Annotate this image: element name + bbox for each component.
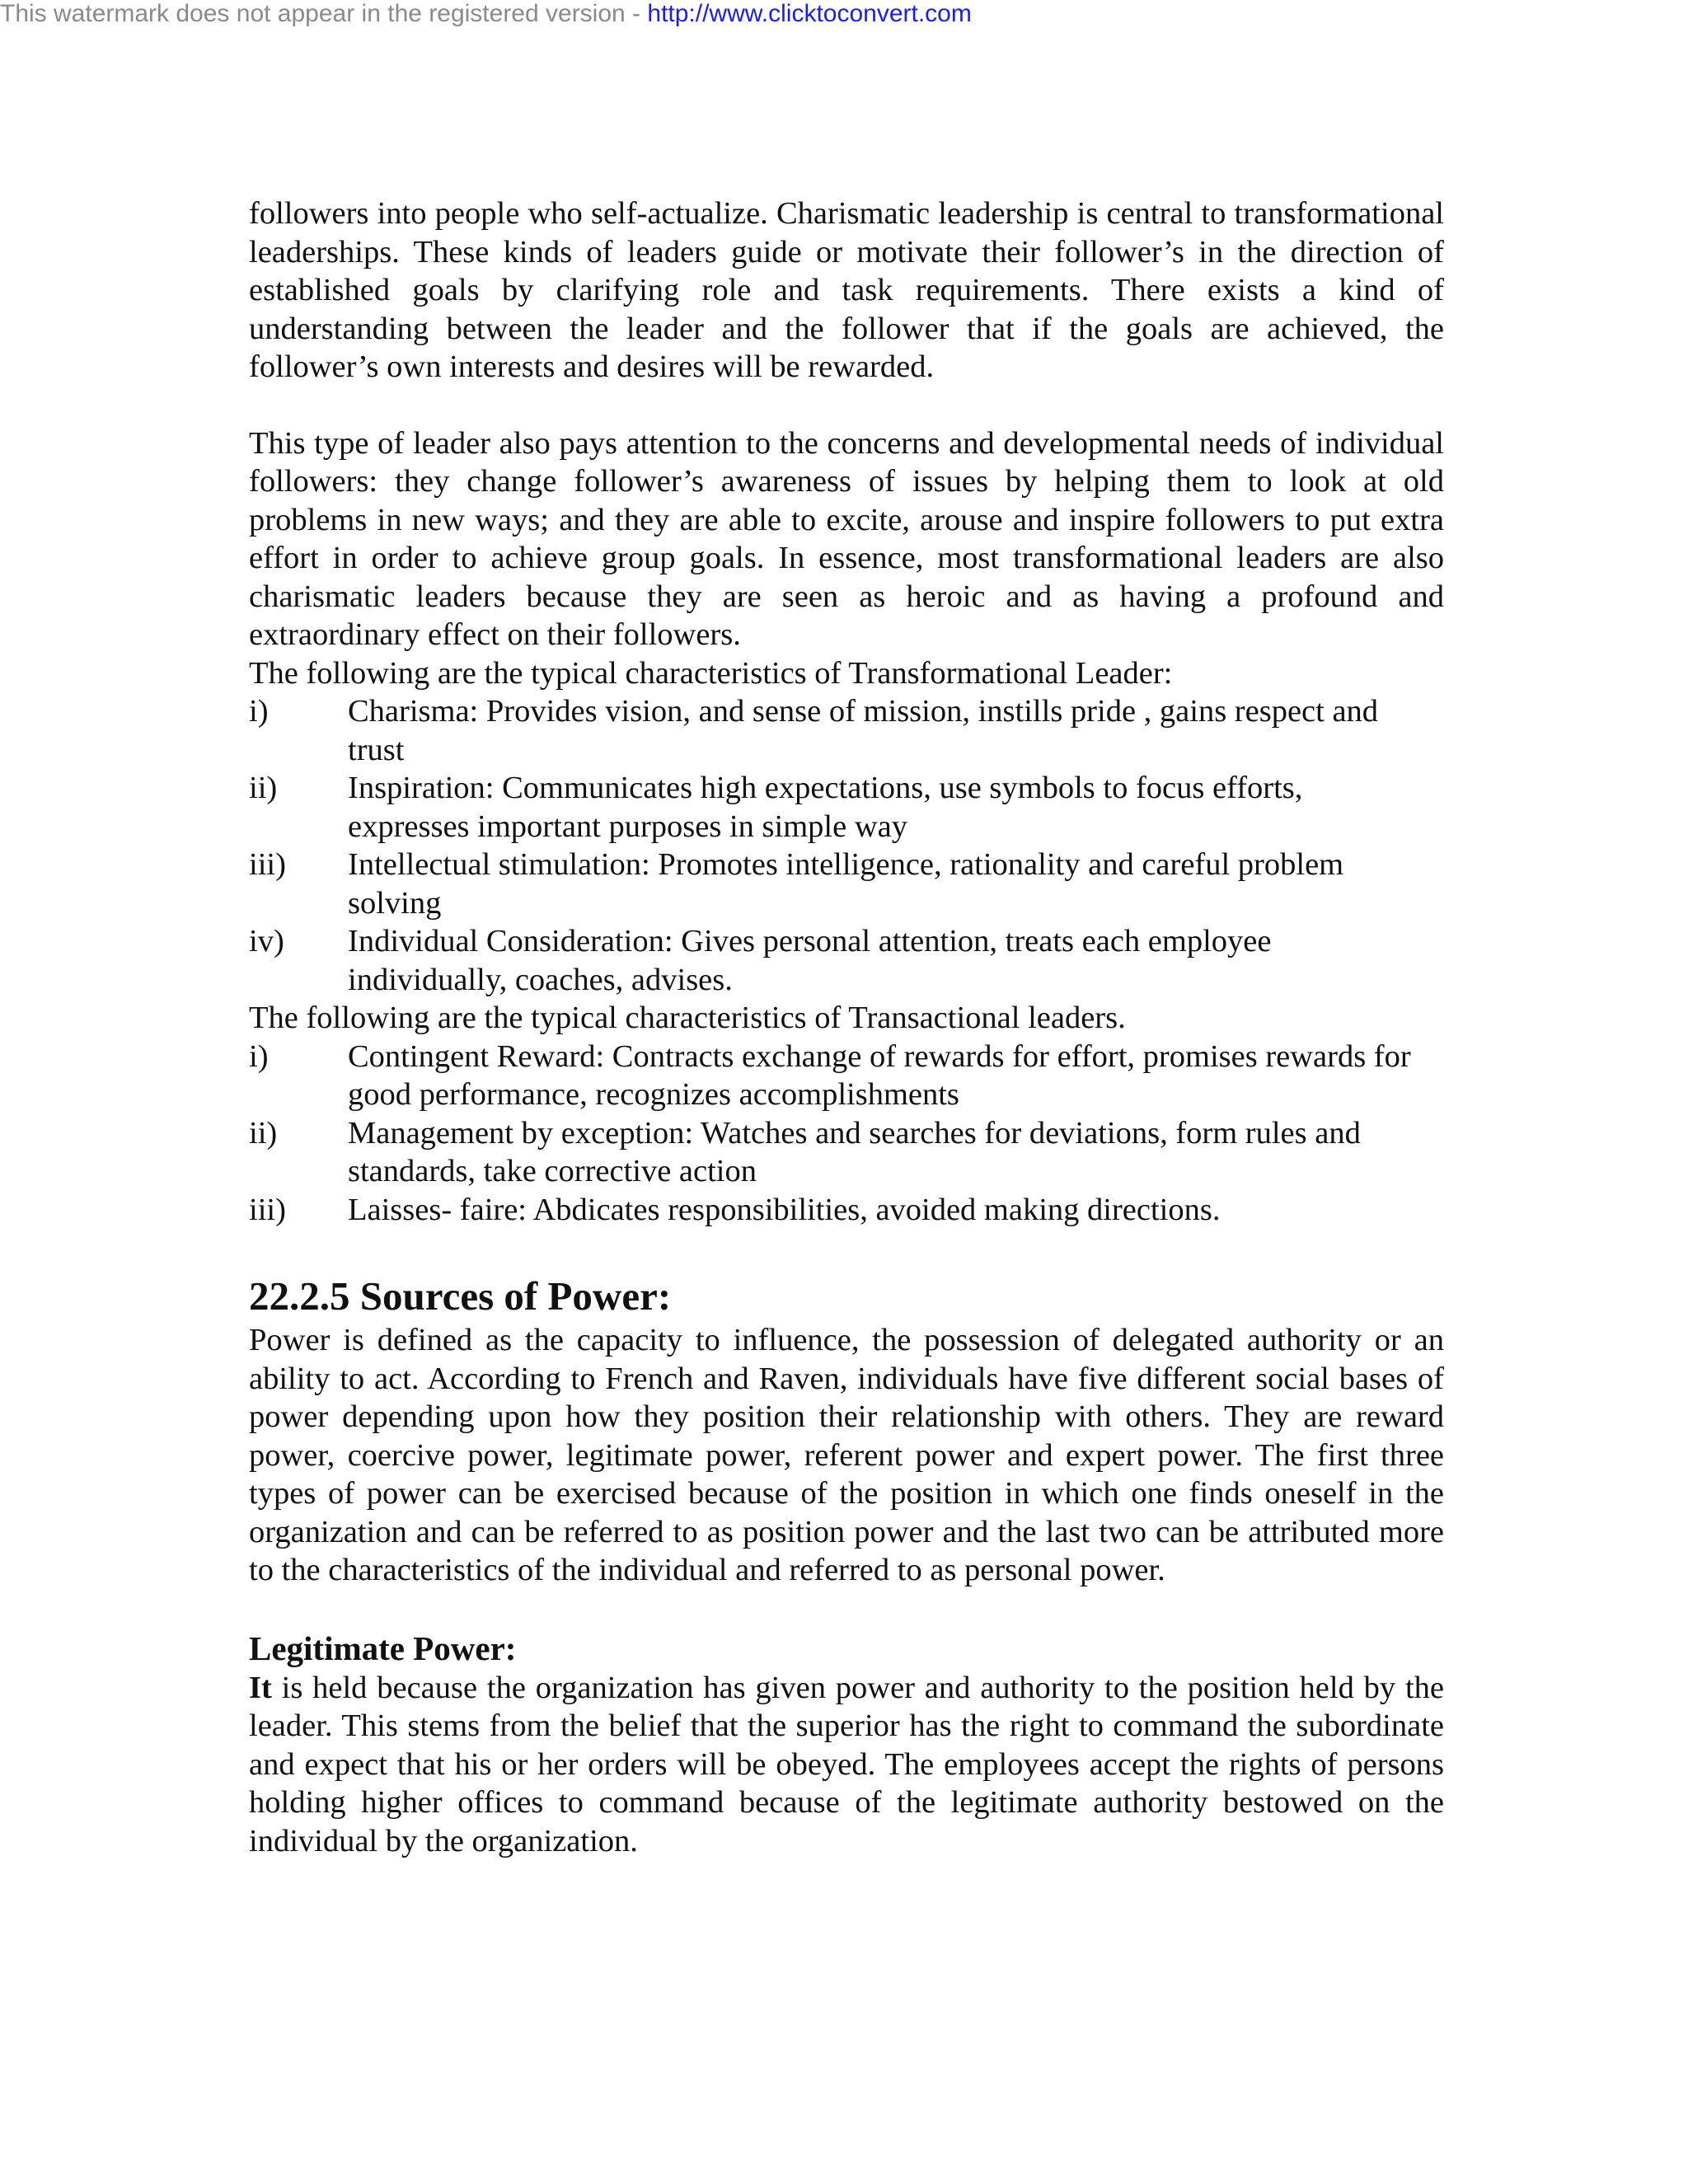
paragraph-sources-of-power: Power is defined as the capacity to influence, the possession of delegated authority or an ability to act. According to French and Raven, individuals have five different social bases of power depending upon how they position their relationship with others. They are reward power, coercive power, legitimate power, referent power and expert power. The first three types of power can be exercised because of the position in which one finds oneself in the organization and can be referred to as position power and the last two can be attributed more to the characteristics of the individual and referred to as personal power.	[249, 1323, 1444, 1587]
list-item-text: Management by exception: Watches and searches for deviations, form rules and standards, take corrective action	[348, 1115, 1361, 1188]
paragraph-transformational-intro: followers into people who self-actualize. Charismatic leadership is central to transformational leaderships. These kinds of leaders guide or motivate their follower’s in the direction of established goals by clarifying role and task requirements. There exists a kind of understanding between the leader and the follower that if the goals are achieved, the follower’s own interests and desires will be rewarded.	[249, 196, 1444, 384]
list-item-text: Intellectual stimulation: Promotes intelligence, rationality and careful problem solving	[348, 847, 1344, 921]
transactional-characteristics-list	[249, 1038, 1444, 1230]
list-item-number: ii)	[249, 1115, 278, 1151]
list-item-number: iv)	[249, 924, 284, 958]
list-item-text: Charisma: Provides vision, and sense of mission, instills pride , gains respect and trust	[348, 694, 1379, 767]
list-item-number: iii)	[249, 1192, 286, 1227]
list-item	[249, 769, 1444, 846]
list-item-number: ii)	[249, 771, 278, 805]
sub-heading-legitimate-power: Legitimate Power:	[249, 1629, 517, 1667]
list-item	[249, 692, 1444, 769]
list-item-number: i)	[249, 694, 269, 729]
section-heading-sources-of-power: 22.2.5 Sources of Power:	[249, 1273, 672, 1319]
paragraph-body: is held because the organization has given power and authority to the position held by the leader. This stems from the belief that the superior has the right to command the subordinate and expect that his or her orders will be obeyed. The employees accept the rights of persons holding higher offices to command because of the legitimate authority bestowed on the individual by the organization.	[249, 1670, 1444, 1858]
watermark-banner	[0, 0, 972, 28]
list-item-text: Contingent Reward: Contracts exchange of rewards for effort, promises rewards for good performance, recognizes accomplishments	[348, 1038, 1411, 1112]
page-content	[249, 194, 1444, 1860]
paragraph-lead-word: It	[249, 1670, 272, 1705]
list-item	[249, 846, 1444, 922]
list-item-text: Individual Consideration: Gives personal attention, treats each employee individually, coaches, advises.	[348, 924, 1272, 997]
transformational-characteristics-list	[249, 692, 1444, 999]
list-item	[249, 1191, 1444, 1230]
list-item-text: Laisses- faire: Abdicates responsibilities, avoided making directions.	[348, 1192, 1221, 1227]
transformational-list-intro: The following are the typical characteristics of Transformational Leader:	[249, 655, 1173, 691]
list-item-number: iii)	[249, 847, 286, 882]
list-item	[249, 1038, 1444, 1114]
watermark-text: This watermark does not appear in the registered version -	[0, 0, 648, 27]
transactional-list-intro: The following are the typical characteristics of Transactional leaders.	[249, 1001, 1126, 1035]
paragraph-transformational-concerns: This type of leader also pays attention to the concerns and developmental needs of individual followers: they change follower’s awareness of issues by helping them to look at old problems in new ways; and they are able to excite, arouse and inspire followers to put extra effort in order to achieve group goals. In essence, most transformational leaders are also charismatic leaders because they are seen as heroic and as having a profound and extraordinary effect on their followers.	[249, 425, 1444, 652]
list-item-text: Inspiration: Communicates high expectations, use symbols to focus efforts, expresses important purposes in simple way	[348, 771, 1303, 844]
list-item	[249, 1114, 1444, 1191]
list-item	[249, 922, 1444, 999]
watermark-link[interactable]: http://www.clicktoconvert.com	[647, 0, 972, 27]
list-item-number: i)	[249, 1038, 269, 1074]
paragraph-legitimate-power	[249, 1669, 1444, 1861]
